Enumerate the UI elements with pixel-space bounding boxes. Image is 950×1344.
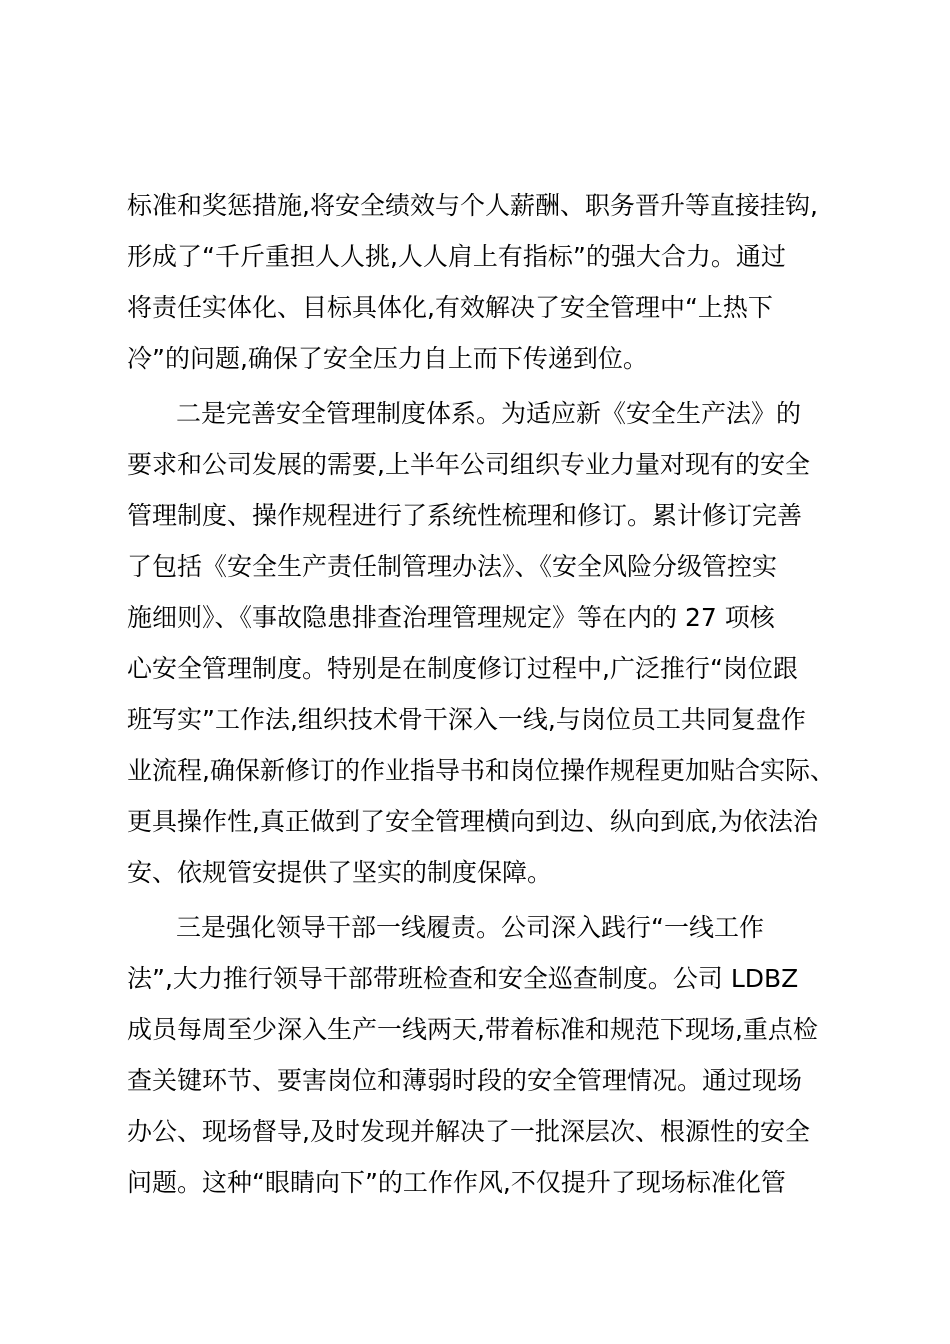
text-line: 三是强化领导干部一线履责。公司深入践行“一线工作 xyxy=(176,913,764,942)
text-line: 心安全管理制度。特别是在制度修订过程中,广泛推行“岗位跟 xyxy=(127,654,798,683)
text-line: 成员每周至少深入生产一线两天,带着标准和规范下现场,重点检 xyxy=(127,1015,818,1044)
paragraph-1 xyxy=(127,180,887,384)
text-line: 业流程,确保新修订的作业指导书和岗位操作规程更加贴合实际、 xyxy=(127,756,835,785)
text-line: 办公、现场督导,及时发现并解决了一批深层次、根源性的安全 xyxy=(127,1117,810,1146)
text-line: 更具操作性,真正做到了安全管理横向到边、纵向到底,为依法治 xyxy=(127,807,818,836)
paragraph-3 xyxy=(127,902,887,1208)
text-line: 要求和公司发展的需要,上半年公司组织专业力量对现有的安全 xyxy=(127,450,810,479)
text-line: 二是完善安全管理制度体系。为适应新《安全生产法》的 xyxy=(176,399,802,428)
text-line: 标准和奖惩措施,将安全绩效与个人薪酬、职务晋升等直接挂钩, xyxy=(127,191,818,220)
text-line: 问题。这种“眼睛向下”的工作作风,不仅提升了现场标准化管 xyxy=(127,1168,786,1197)
text-line: 查关键环节、要害岗位和薄弱时段的安全管理情况。通过现场 xyxy=(127,1066,803,1095)
text-line: 安、依规管安提供了坚实的制度保障。 xyxy=(127,858,553,887)
text-line: 将责任实体化、目标具体化,有效解决了安全管理中“上热下 xyxy=(127,293,773,322)
text-line: 班写实”工作法,组织技术骨干深入一线,与岗位员工共同复盘作 xyxy=(127,705,806,734)
text-line: 施细则》、《事故隐患排查治理管理规定》等在内的 27 项核 xyxy=(127,603,775,632)
text-line: 冷”的问题,确保了安全压力自上而下传递到位。 xyxy=(127,344,648,373)
text-line: 法”,大力推行领导干部带班检查和安全巡查制度。公司 LDBZ xyxy=(127,964,799,993)
paragraph-2 xyxy=(127,388,887,898)
text-line: 了包括《安全生产责任制管理办法》、《安全风险分级管控实 xyxy=(127,552,778,581)
document-body xyxy=(127,180,887,1208)
text-line: 形成了“千斤重担人人挑,人人肩上有指标”的强大合力。通过 xyxy=(127,242,786,271)
text-line: 管理制度、操作规程进行了系统性梳理和修订。累计修订完善 xyxy=(127,501,803,530)
